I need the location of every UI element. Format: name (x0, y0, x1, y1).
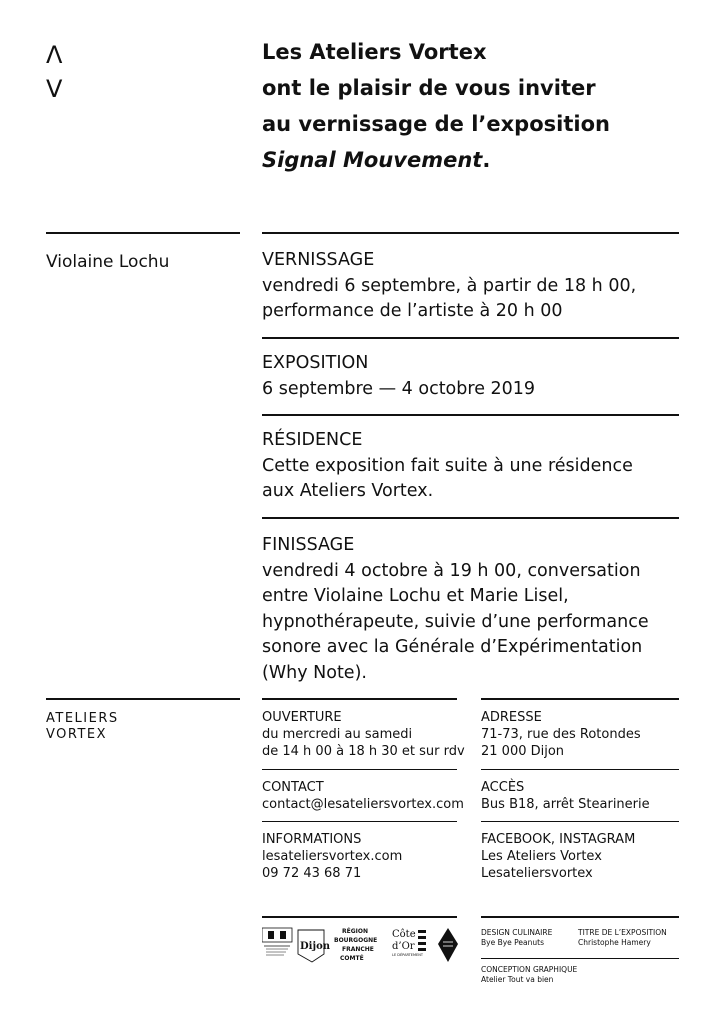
divider (262, 821, 457, 822)
logo-top-glyph: Λ (46, 41, 63, 69)
divider (481, 958, 679, 959)
adresse-line: 21 000 Dijon (481, 744, 565, 759)
exhibition-title-end: . (482, 148, 491, 172)
dijon-text: Dijon (300, 941, 331, 952)
vernissage-line: performance de l’artiste à 20 h 00 (262, 301, 563, 321)
region-logo (334, 927, 377, 962)
contact-email[interactable]: contact@lesateliersvortex.com (262, 797, 464, 812)
divider (262, 337, 679, 339)
section-residence (262, 428, 702, 505)
finissage-heading: FINISSAGE (262, 535, 355, 555)
intro-line-3: au vernissage de l’exposition (262, 112, 610, 136)
info-acces (481, 779, 650, 813)
finissage-line: hypnothérapeute, suivie d’une performance (262, 611, 649, 632)
vernissage-line: vendredi 6 septembre, à partir de 18 h 00, (262, 275, 637, 296)
divider (262, 517, 679, 519)
finissage-line: (Why Note). (262, 662, 367, 683)
ouverture-line: du mercredi au samedi (262, 727, 413, 742)
credit-value: Atelier Tout va bien (481, 975, 554, 984)
info-social (481, 831, 635, 882)
divider (262, 414, 679, 416)
logo-mark (46, 38, 62, 106)
credit-design-culinaire (481, 928, 552, 948)
credit-label: DESIGN CULINAIRE (481, 928, 553, 937)
partner-logos (262, 924, 462, 964)
divider-credits (481, 916, 679, 918)
cote-dor-text: d’Or (392, 941, 415, 952)
residence-line: Cette exposition fait suite à une résidence (262, 455, 633, 476)
contact-heading: CONTACT (262, 780, 324, 795)
divider (481, 821, 679, 822)
region-text: BOURGOGNE (334, 937, 378, 944)
exhibition-title-italic: Signal Mouvement (262, 148, 483, 172)
instagram-name[interactable]: Lesateliersvortex (481, 866, 593, 881)
region-text: RÉGION (342, 928, 368, 935)
info-informations (262, 831, 402, 882)
info-ouverture (262, 709, 465, 760)
cote-dor-text: Côte (392, 929, 416, 940)
diamond-logo (438, 928, 458, 962)
cote-dor-logo (392, 929, 426, 957)
intro-text (262, 34, 702, 178)
brand-line: VORTEX (46, 727, 108, 742)
credit-label: CONCEPTION GRAPHIQUE (481, 965, 578, 974)
exhibition-title (262, 142, 702, 178)
finissage-line: entre Violaine Lochu et Marie Lisel, (262, 586, 569, 606)
finissage-line: sonore avec la Générale d’Expérimentation (262, 637, 643, 657)
credit-titre (578, 928, 667, 948)
divider-left-top (46, 232, 240, 234)
ouverture-line: de 14 h 00 à 18 h 30 et sur rdv (262, 744, 465, 759)
ouverture-heading: OUVERTURE (262, 710, 342, 725)
informations-heading: INFORMATIONS (262, 832, 362, 847)
section-vernissage (262, 248, 702, 325)
intro-line-2: ont le plaisir de vous inviter (262, 76, 596, 100)
vernissage-heading: VERNISSAGE (262, 250, 375, 270)
website-link[interactable]: lesateliersvortex.com (262, 849, 403, 864)
divider-footer-mid (262, 698, 457, 700)
section-exposition (262, 351, 702, 402)
logo-bottom-glyph: V (46, 75, 63, 103)
phone-number: 09 72 43 68 71 (262, 866, 362, 881)
divider-footer-right (481, 698, 679, 700)
info-contact (262, 779, 464, 813)
divider-logos (262, 916, 457, 918)
brand-wordmark (46, 711, 119, 743)
cote-dor-text: LE DÉPARTEMENT (392, 953, 423, 957)
residence-line: aux Ateliers Vortex. (262, 481, 434, 501)
divider (262, 769, 457, 770)
credit-value: Bye Bye Peanuts (481, 938, 544, 947)
intro-line-1: Les Ateliers Vortex (262, 40, 487, 64)
brand-line: ATELIERS (46, 711, 119, 726)
residence-heading: RÉSIDENCE (262, 430, 363, 450)
facebook-name[interactable]: Les Ateliers Vortex (481, 849, 602, 864)
section-finissage (262, 533, 702, 686)
partner-logos-svg (262, 924, 462, 966)
region-text: FRANCHE (342, 946, 374, 953)
region-text: COMTÉ (340, 955, 364, 962)
divider (481, 769, 679, 770)
exposition-heading: EXPOSITION (262, 353, 369, 373)
credit-conception (481, 965, 577, 985)
adresse-heading: ADRESSE (481, 710, 542, 725)
credit-label: TITRE DE L’EXPOSITION (578, 928, 667, 937)
finissage-line: vendredi 4 octobre à 19 h 00, conversation (262, 560, 641, 581)
adresse-line: 71-73, rue des Rotondes (481, 727, 641, 742)
acces-heading: ACCÈS (481, 780, 525, 795)
divider-right-top (262, 232, 679, 234)
dijon-logo (298, 930, 331, 962)
republique-logo (262, 928, 292, 955)
artist-name: Violaine Lochu (46, 252, 170, 272)
credit-value: Christophe Hamery (578, 938, 651, 947)
divider-footer-left (46, 698, 240, 700)
info-adresse (481, 709, 641, 760)
exposition-dates: 6 septembre — 4 octobre 2019 (262, 378, 536, 399)
acces-line: Bus B18, arrêt Stearinerie (481, 797, 650, 812)
social-heading: FACEBOOK, INSTAGRAM (481, 832, 636, 847)
